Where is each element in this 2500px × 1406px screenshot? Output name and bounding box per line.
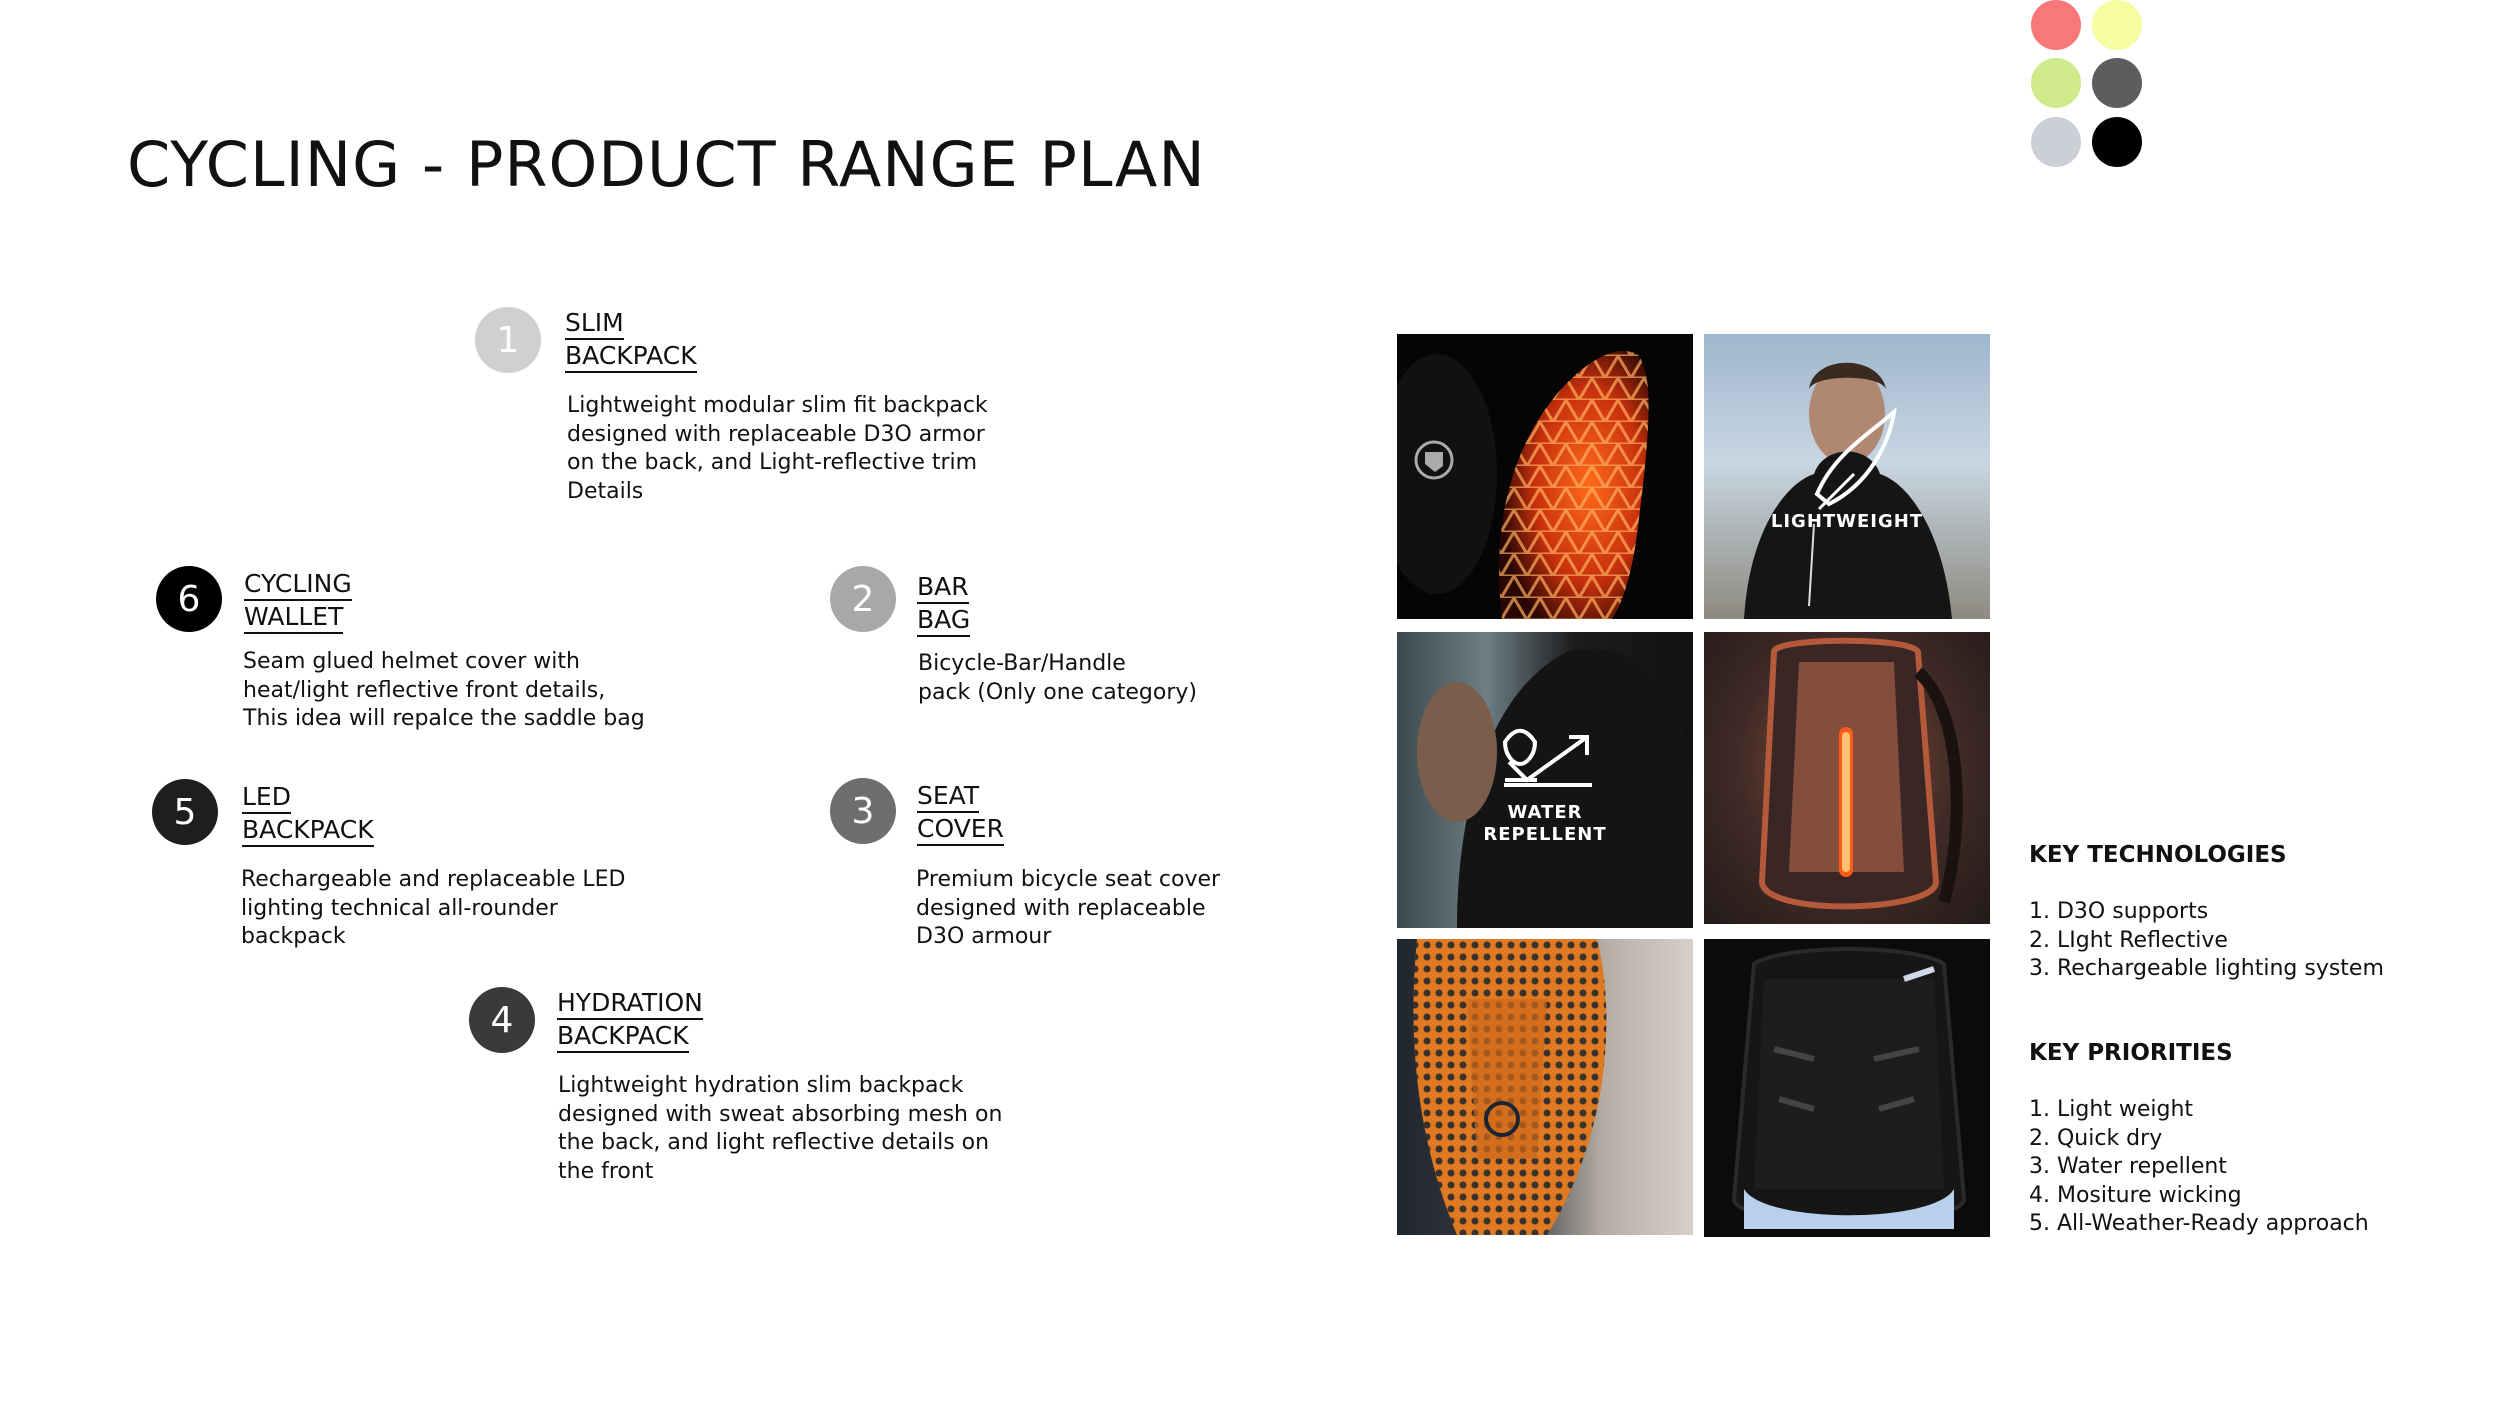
product-description: Bicycle-Bar/Handle pack (Only one category): [918, 651, 1197, 705]
product-name: BAR BAG: [917, 571, 970, 637]
page-title: CYCLING - PRODUCT RANGE PLAN: [127, 128, 1206, 201]
hooded-model-illustration: [1397, 632, 1693, 928]
key-priorities-list: [2029, 1096, 2369, 1239]
photo-d3o-armor: [1397, 334, 1693, 619]
swatch-light-grey: [2031, 117, 2081, 167]
list-item: 5. All-Weather-Ready approach: [2029, 1211, 2369, 1236]
list-item: 4. Mositure wicking: [2029, 1182, 2242, 1208]
photo-led-backpack: [1704, 632, 1990, 924]
key-technologies-list: [2029, 898, 2384, 984]
model-silhouette: [1704, 334, 1990, 619]
key-priorities-heading: KEY PRIORITIES: [2029, 1040, 2233, 1066]
swatch-dark-grey: [2092, 58, 2142, 108]
list-item: 2. Quick dry: [2029, 1125, 2163, 1151]
lightweight-label: LIGHTWEIGHT: [1770, 511, 1924, 532]
product-name: LED BACKPACK: [242, 781, 374, 847]
product-name: HYDRATION BACKPACK: [557, 987, 703, 1053]
swatch-lime: [2031, 58, 2081, 108]
list-item: 3. Water repellent: [2029, 1154, 2227, 1179]
list-item: 3. Rechargeable lighting system: [2029, 956, 2384, 981]
product-description: Rechargeable and replaceable LED lighting technical all-rounder backpack: [241, 867, 626, 949]
led-backpack-illustration: [1704, 632, 1990, 924]
water-repellent-label: WATER REPELLENT: [1483, 802, 1607, 845]
product-number-badge: 3: [830, 778, 896, 844]
product-name: SLIM BACKPACK: [565, 307, 697, 373]
product-number-badge: 6: [156, 566, 222, 632]
product-number-badge: 2: [830, 566, 896, 632]
product-name: SEAT COVER: [917, 780, 1004, 846]
list-item: 1. Light weight: [2029, 1097, 2194, 1122]
list-item: 2. LIght Reflective: [2029, 927, 2228, 953]
product-description: Seam glued helmet cover with heat/light reflective front details, This idea will repalce the saddle bag: [243, 649, 645, 731]
swatch-coral: [2031, 0, 2081, 50]
product-name: CYCLING WALLET: [244, 568, 352, 634]
product-description: Lightweight modular slim fit backpack designed with replaceable D3O armor on the back, and Light-reflective trim Details: [567, 393, 988, 504]
d3o-armor-illustration: [1397, 334, 1693, 619]
product-description: Lightweight hydration slim backpack designed with sweat absorbing mesh on the back, and light reflective details on the front: [558, 1073, 1003, 1184]
swatch-black: [2092, 117, 2142, 167]
product-number-badge: 1: [475, 307, 541, 373]
mesh-back-illustration: [1397, 939, 1693, 1235]
photo-water-repellent: [1397, 632, 1693, 928]
reflective-backpack-illustration: [1704, 939, 1990, 1237]
photo-reflective-backpack: [1704, 939, 1990, 1237]
photo-lightweight: [1704, 334, 1990, 619]
product-number-badge: 5: [152, 779, 218, 845]
product-number-badge: 4: [469, 987, 535, 1053]
product-description: Premium bicycle seat cover designed with replaceable D3O armour: [916, 867, 1221, 949]
list-item: 1. D3O supports: [2029, 899, 2209, 924]
photo-mesh-back: [1397, 939, 1693, 1235]
key-technologies-heading: KEY TECHNOLOGIES: [2029, 842, 2287, 868]
swatch-pale-yellow: [2092, 0, 2142, 50]
